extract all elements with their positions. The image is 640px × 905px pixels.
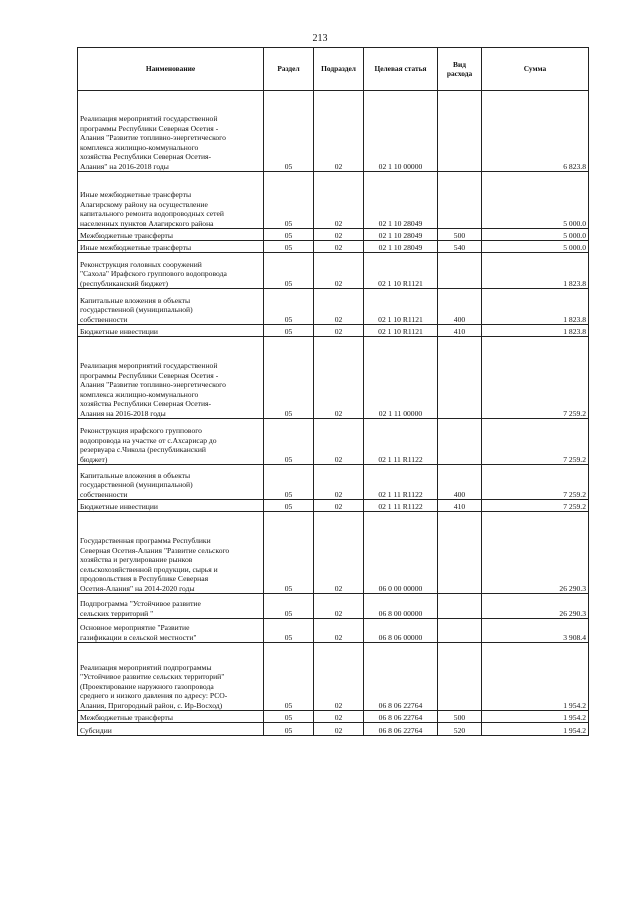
table-row [78,723,589,736]
header-vid: Вид расхода [438,48,482,91]
row-vid [438,619,482,643]
row-target: 06 8 06 22764 [364,711,438,723]
row-sum: 1 954.2 [482,711,589,723]
row-sum: 5 000.0 [482,172,589,229]
row-razdel: 05 [264,172,314,229]
row-target: 02 1 10 R1121 [364,325,438,337]
row-podrazdel: 02 [314,91,364,172]
row-sum: 6 823.8 [482,91,589,172]
row-podrazdel: 02 [314,594,364,619]
row-razdel: 05 [264,711,314,723]
row-podrazdel: 02 [314,711,364,723]
table-row [78,619,589,643]
row-razdel: 05 [264,325,314,337]
row-sum: 26 290.3 [482,594,589,619]
row-target: 06 0 00 00000 [364,512,438,594]
row-razdel: 05 [264,253,314,289]
row-vid: 410 [438,325,482,337]
row-sum: 1 823.8 [482,325,589,337]
table-row [78,465,589,500]
row-name: Государственная программа Республики Северная Осетия-Алания "Развитие сельского хозяйства и регулирование рынков сельскохозяйственной продукции, сырья и продовольствия в Республике Северная Осетия-Алания" на 2014-2020 годы [78,512,264,594]
row-target: 02 1 11 R1122 [364,419,438,465]
row-target: 02 1 10 28049 [364,172,438,229]
row-sum: 5 000.0 [482,229,589,241]
row-vid [438,91,482,172]
row-razdel: 05 [264,91,314,172]
table-row [78,289,589,325]
row-podrazdel: 02 [314,465,364,500]
row-name: Капитальные вложения в объекты государственной (муниципальной) собственности [78,465,264,500]
row-razdel: 05 [264,337,314,419]
row-name: Реконструкция ирафского группового водопровода на участке от с.Ахсарисар до резервуара с.Чикола (республиканский бюджет) [78,419,264,465]
row-target: 06 8 06 22764 [364,723,438,736]
row-razdel: 05 [264,500,314,512]
table-header-row [78,48,589,91]
row-name: Иные межбюджетные трансферты Алагирскому району на осуществление капитального ремонта водопроводных сетей населенных пунктов Алагирского района [78,172,264,229]
row-vid [438,419,482,465]
row-vid: 540 [438,241,482,253]
row-target: 02 1 11 00000 [364,337,438,419]
row-vid: 400 [438,465,482,500]
row-sum: 1 823.8 [482,253,589,289]
row-sum: 7 259.2 [482,419,589,465]
row-podrazdel: 02 [314,172,364,229]
row-razdel: 05 [264,289,314,325]
table-row [78,337,589,419]
header-podrazdel: Подраздел [314,48,364,91]
table-row [78,241,589,253]
page-number: 213 [312,33,328,44]
row-name: Основное мероприятие "Развитие газификации в сельской местности" [78,619,264,643]
row-sum: 26 290.3 [482,512,589,594]
row-name: Иные межбюджетные трансферты [78,241,264,253]
row-name: Подпрограмма "Устойчивое развитие сельских территорий " [78,594,264,619]
row-sum: 5 000.0 [482,241,589,253]
row-vid: 520 [438,723,482,736]
table-row [78,91,589,172]
table-row [78,643,589,711]
row-podrazdel: 02 [314,723,364,736]
row-sum: 1 954.2 [482,643,589,711]
row-podrazdel: 02 [314,229,364,241]
table-row [78,512,589,594]
table-row [78,325,589,337]
row-sum: 3 908.4 [482,619,589,643]
header-name: Наименование [78,48,264,91]
row-name: Субсидии [78,723,264,736]
row-razdel: 05 [264,619,314,643]
row-vid [438,643,482,711]
row-vid [438,253,482,289]
row-sum: 1 954.2 [482,723,589,736]
row-podrazdel: 02 [314,325,364,337]
row-name: Реализация мероприятий государственной программы Республики Северная Осетия - Алания "Развитие топливно-энергетического комплекса жилищно-коммунального хозяйства Республики Северная Осетия- Алания" на 2016-2018 годы [78,91,264,172]
row-podrazdel: 02 [314,289,364,325]
row-razdel: 05 [264,512,314,594]
row-name: Бюджетные инвестиции [78,500,264,512]
row-razdel: 05 [264,643,314,711]
row-vid: 400 [438,289,482,325]
row-name: Реализация мероприятий государственной программы Республики Северная Осетия - Алания "Развитие топливно-энергетического комплекса жилищно-коммунального хозяйства Республики Северная Осетия- Алания на 2016-2018 годы [78,337,264,419]
row-target: 06 8 06 22764 [364,643,438,711]
row-podrazdel: 02 [314,253,364,289]
row-podrazdel: 02 [314,337,364,419]
table-row [78,172,589,229]
row-target: 02 1 10 R1121 [364,289,438,325]
row-name: Реализация мероприятий подпрограммы "Устойчивое развитие сельских территорий" (Проектирование наружного газопровода среднего и низкого давления по адресу: РСО- Алания, Пригородный район, с. Ир-Восход) [78,643,264,711]
row-name: Капитальные вложения в объекты государственной (муниципальной) собственности [78,289,264,325]
row-podrazdel: 02 [314,512,364,594]
header-sum: Сумма [482,48,589,91]
row-sum: 7 259.2 [482,337,589,419]
row-vid [438,337,482,419]
budget-table [77,47,589,736]
row-razdel: 05 [264,723,314,736]
table-row [78,594,589,619]
row-target: 02 1 11 R1122 [364,465,438,500]
row-target: 02 1 11 R1122 [364,500,438,512]
row-podrazdel: 02 [314,241,364,253]
row-razdel: 05 [264,229,314,241]
table-row [78,711,589,723]
row-sum: 7 259.2 [482,465,589,500]
row-podrazdel: 02 [314,500,364,512]
row-target: 02 1 10 28049 [364,241,438,253]
table-row [78,229,589,241]
row-razdel: 05 [264,241,314,253]
row-vid [438,172,482,229]
row-target: 02 1 10 R1121 [364,253,438,289]
row-podrazdel: 02 [314,419,364,465]
row-vid [438,594,482,619]
row-target: 02 1 10 00000 [364,91,438,172]
row-name: Реконструкция головных сооружений "Сахола" Ирафского группового водопровода (республиканский бюджет) [78,253,264,289]
row-razdel: 05 [264,419,314,465]
row-vid: 500 [438,711,482,723]
row-podrazdel: 02 [314,643,364,711]
row-target: 06 8 06 00000 [364,619,438,643]
row-target: 02 1 10 28049 [364,229,438,241]
table-row [78,253,589,289]
row-target: 06 8 00 00000 [364,594,438,619]
row-vid: 500 [438,229,482,241]
row-razdel: 05 [264,465,314,500]
row-name: Межбюджетные трансферты [78,229,264,241]
row-sum: 7 259.2 [482,500,589,512]
row-sum: 1 823.8 [482,289,589,325]
row-name: Межбюджетные трансферты [78,711,264,723]
row-vid: 410 [438,500,482,512]
header-razdel: Раздел [264,48,314,91]
row-vid [438,512,482,594]
table-row [78,500,589,512]
row-podrazdel: 02 [314,619,364,643]
header-target: Целевая статья [364,48,438,91]
row-name: Бюджетные инвестиции [78,325,264,337]
table-row [78,419,589,465]
row-razdel: 05 [264,594,314,619]
